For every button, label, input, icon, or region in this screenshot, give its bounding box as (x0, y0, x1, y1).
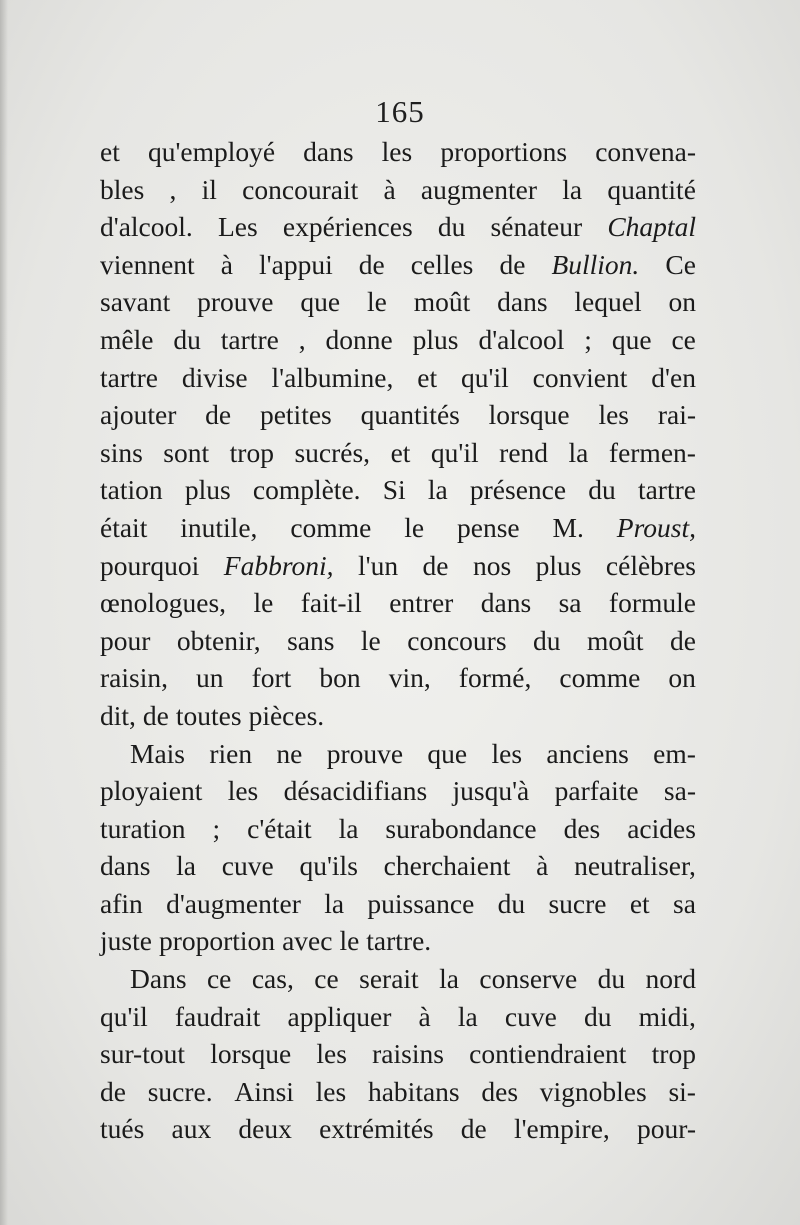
word: ; (212, 812, 221, 844)
text-line (100, 321, 696, 359)
word: il (201, 173, 217, 205)
word: convena- (595, 136, 696, 167)
word: proportion (158, 925, 276, 957)
text-line (100, 359, 696, 397)
word: comme (290, 511, 372, 543)
word: trop (229, 436, 274, 468)
word: tartre. (366, 925, 432, 957)
text-line (100, 283, 696, 321)
word: l'appui (259, 248, 333, 280)
word: Ainsi (234, 1075, 294, 1107)
word: rien (209, 737, 253, 769)
word: surabondance (385, 812, 537, 844)
word: juste (100, 925, 152, 957)
word: , (169, 173, 177, 205)
word: lequel (574, 286, 642, 318)
word: tués (100, 1113, 145, 1145)
word: vignobles (539, 1075, 647, 1107)
word: vin, (388, 662, 431, 694)
word: Mais (130, 737, 185, 769)
word: serait (359, 963, 419, 995)
word: pièces. (248, 699, 325, 731)
word: présence (469, 474, 567, 506)
text-line (100, 396, 696, 434)
word: désacidifians (283, 775, 428, 807)
word: quantité (607, 173, 696, 205)
word: du (533, 624, 561, 656)
word: des (563, 812, 601, 844)
word: le (366, 286, 387, 318)
word: dans (480, 587, 532, 619)
word: sins (100, 436, 143, 468)
word: inutile, (180, 511, 258, 543)
word: savant (100, 286, 171, 318)
word: rend (499, 436, 549, 468)
word: bles (100, 173, 145, 205)
word: sa- (663, 775, 696, 807)
word: rai- (657, 399, 696, 431)
word: et (417, 361, 438, 393)
word: expériences (282, 211, 413, 243)
text-line (100, 998, 696, 1036)
text-line (100, 810, 696, 848)
word: entrer (389, 587, 454, 619)
word: tation (100, 474, 163, 506)
word: le (253, 587, 274, 619)
text-line (100, 1073, 696, 1111)
word: em- (653, 737, 696, 769)
word: pour- (636, 1113, 696, 1145)
word: raisins (372, 1038, 444, 1070)
word: du (597, 963, 626, 995)
word: qu'employé (147, 136, 276, 167)
word: proportions (440, 136, 568, 167)
word: sucre (548, 887, 607, 919)
word: ce (671, 323, 696, 355)
word: aux (171, 1113, 212, 1145)
word: célèbres (605, 549, 696, 581)
word: Dans (130, 963, 187, 995)
text-line (100, 659, 696, 697)
text-line (100, 509, 696, 547)
word: fort (251, 662, 292, 694)
word: dans (303, 136, 354, 167)
word: sénateur (490, 211, 583, 243)
text-line (100, 922, 696, 960)
word: Fabbroni, (223, 549, 334, 581)
text-line (100, 171, 696, 209)
word: les (315, 1075, 347, 1107)
word: sont (163, 436, 210, 468)
word: de (460, 1113, 487, 1145)
word: était (100, 511, 148, 543)
word: qu'il (461, 361, 509, 393)
word: turation (100, 812, 186, 844)
word: convient (532, 361, 628, 393)
word: ; (584, 323, 592, 355)
word: mêle (100, 323, 154, 355)
word: dans (497, 286, 548, 318)
word: les (491, 737, 523, 769)
word: tartre (637, 474, 696, 506)
word: puissance (367, 887, 475, 919)
word: M. (552, 511, 584, 543)
word: ce (314, 963, 339, 995)
word: pourquoi (100, 549, 200, 581)
word: trop (651, 1038, 696, 1070)
word: afin (100, 887, 143, 919)
word: pour (100, 624, 151, 656)
word: si- (668, 1075, 696, 1107)
word: que (611, 323, 652, 355)
word: cuve (221, 850, 274, 882)
word: appliquer (287, 1000, 392, 1032)
word: les (381, 136, 413, 167)
word: petites (259, 399, 332, 431)
word: raisin, (100, 662, 168, 694)
word: Ce (665, 248, 696, 280)
word: Bullion. (551, 248, 640, 280)
word: et (100, 136, 120, 167)
text-line (100, 434, 696, 472)
word: viennent (100, 248, 195, 280)
word: avec (282, 925, 333, 957)
word: qu'il (100, 1000, 148, 1032)
word: augmenter (420, 173, 537, 205)
word: habitans (367, 1075, 460, 1107)
word: œnologues, (100, 587, 227, 619)
word: formé, (458, 662, 532, 694)
word: cherchaient (383, 850, 511, 882)
word: la (338, 812, 359, 844)
text-line (100, 133, 696, 171)
word: le (360, 624, 381, 656)
word: anciens (546, 737, 629, 769)
word: moût (413, 286, 471, 318)
word: on (668, 662, 696, 694)
word: neutraliser, (574, 850, 696, 882)
word: nord (645, 963, 696, 995)
word: concours (407, 624, 507, 656)
word: de (499, 248, 526, 280)
word: quantités (360, 399, 460, 431)
page-number: 165 (375, 94, 425, 129)
word: sans (287, 624, 335, 656)
word: fait-il (300, 587, 362, 619)
word: prouve (197, 286, 274, 318)
text-line (100, 735, 696, 773)
word: cuve (504, 1000, 557, 1032)
word: faudrait (174, 1000, 261, 1032)
word: Si (382, 474, 406, 506)
word: à (418, 1000, 431, 1032)
word: divise (181, 361, 248, 393)
word: qu'il (430, 436, 479, 468)
word: dans (100, 850, 151, 882)
word: midi, (638, 1000, 696, 1032)
word: contiendraient (469, 1038, 627, 1070)
word: du (497, 887, 526, 919)
text-line (100, 208, 696, 246)
word: du (583, 1000, 612, 1032)
text-line (100, 471, 696, 509)
word: de (358, 248, 385, 280)
word: les (316, 1038, 347, 1070)
word: sur-tout (100, 1038, 185, 1070)
word: lorsque (488, 399, 570, 431)
word: extrémités (319, 1113, 434, 1145)
word: ajouter (100, 399, 177, 431)
word: du (173, 323, 201, 355)
word: et (390, 436, 411, 468)
word: plus (412, 323, 459, 355)
word: donne (325, 323, 393, 355)
word: concourait (242, 173, 359, 205)
word: la (562, 173, 583, 205)
body-text (100, 133, 696, 1148)
word: la (568, 436, 589, 468)
word: tartre (100, 361, 159, 393)
word: sucrés, (294, 436, 371, 468)
word: acides (627, 812, 696, 844)
text-line (100, 622, 696, 660)
text-line (100, 697, 696, 735)
word: bon (319, 662, 361, 694)
word: la (457, 1000, 478, 1032)
word: et (629, 887, 650, 919)
word: nos (472, 549, 512, 581)
word: à (220, 248, 233, 280)
word: à (383, 173, 396, 205)
text-line (100, 960, 696, 998)
page-edge-shadow (0, 0, 8, 1225)
word: plus (535, 549, 582, 581)
word: prouve (326, 737, 404, 769)
word: d'alcool (478, 323, 565, 355)
word: d'en (651, 361, 696, 393)
word: tartre (220, 323, 279, 355)
word: obtenir, (176, 624, 261, 656)
word: sa (673, 887, 696, 919)
word: ne (276, 737, 303, 769)
word: la (427, 474, 448, 506)
text-line (100, 847, 696, 885)
word: lorsque (210, 1038, 292, 1070)
word: ce (206, 963, 232, 995)
word: la (439, 963, 459, 995)
word: pense (457, 511, 520, 543)
text-line (100, 246, 696, 284)
word: formule (608, 587, 696, 619)
word: d'augmenter (166, 887, 301, 919)
word: sucre. (147, 1075, 213, 1107)
word: complète. (252, 474, 361, 506)
word: de (422, 549, 449, 581)
word: parfaite (554, 775, 639, 807)
word: un (196, 662, 224, 694)
word: conserve (479, 963, 578, 995)
word: la (324, 887, 345, 919)
text-line (100, 1110, 696, 1148)
word: moût (587, 624, 644, 656)
word: sa (558, 587, 582, 619)
word: des (481, 1075, 519, 1107)
word: Proust, (616, 511, 696, 543)
word: deux (238, 1113, 292, 1145)
text-line (100, 547, 696, 585)
word: plus (184, 474, 231, 506)
word: fermen- (608, 436, 696, 468)
word: de (142, 699, 169, 731)
word: l'empire, (513, 1113, 610, 1145)
word: de (670, 624, 696, 656)
word: l'un (357, 549, 399, 581)
word: comme (559, 662, 641, 694)
word: du (588, 474, 616, 506)
word: ployaient (100, 775, 203, 807)
word: l'albumine, (271, 361, 394, 393)
text-line (100, 885, 696, 923)
text-line (100, 584, 696, 622)
word: Les (217, 211, 258, 243)
word: à (536, 850, 549, 882)
word: la (176, 850, 197, 882)
word: c'était (247, 812, 312, 844)
word: de (205, 399, 232, 431)
word: le (339, 925, 360, 957)
word: le (404, 511, 425, 543)
word: jusqu'à (452, 775, 530, 807)
word: Chaptal (607, 211, 696, 243)
word: toutes (175, 699, 242, 731)
word: du (437, 211, 466, 243)
word: les (227, 775, 259, 807)
text-line (100, 1035, 696, 1073)
word: que (300, 286, 341, 318)
word: d'alcool. (100, 211, 193, 243)
word: qu'ils (299, 850, 358, 882)
word: de (100, 1075, 126, 1107)
text-line (100, 772, 696, 810)
word: celles (410, 248, 474, 280)
word: on (668, 286, 696, 318)
word: les (598, 399, 630, 431)
word: que (427, 737, 468, 769)
word: cas, (251, 963, 294, 995)
word: , (298, 323, 306, 355)
word: dit, (100, 699, 136, 731)
